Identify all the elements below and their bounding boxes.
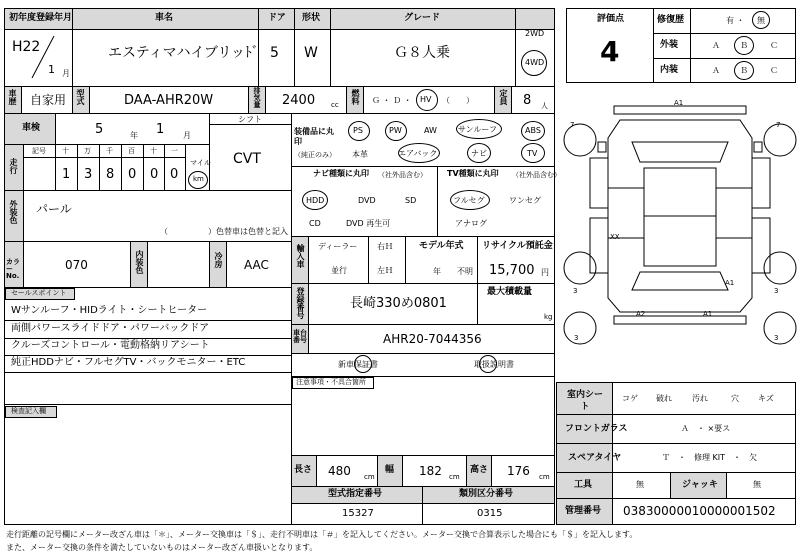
color-label: 外装色 [9,200,18,224]
color-value: パール [36,202,72,216]
fuel-hv: HV [420,95,432,104]
evaluation-score: 4 [600,35,620,68]
seat-item-burn: コゲ [622,394,638,403]
import-right-h: 右Ｈ [377,242,393,251]
type-designation-value: 15327 [342,508,374,519]
equip-abs: ABS [525,126,541,135]
inspector-label: 検査記入欄 [11,407,46,415]
mile-label: マイル [190,159,211,167]
model-year-unit: 年 [433,267,441,276]
new-warranty: 新車保証書 [338,360,378,369]
seat-item-tear: 破れ [656,394,672,403]
tv-label: TV種類に丸印 [447,169,499,178]
inspection-month-unit: 月 [183,131,191,140]
tv-label-small: （社外品含む） [512,171,561,179]
shape-label: 形状 [302,13,321,23]
mileage-label: 走行 [9,158,18,174]
mark-a1-rear-side: A1 [725,279,735,287]
doors-value: 5 [270,45,279,61]
tv-analog: アナログ [455,219,487,228]
mark-a1-rear: A1 [703,310,713,318]
first-reg-month: 1 [48,63,55,76]
ext-grade-b: Ｂ [740,41,748,50]
displacement-label: 排気量 [253,87,261,108]
digit-4: 0 [150,167,159,182]
type-designation-label: 型式指定番号 [328,489,383,499]
import-dealer: ディーラー [318,242,358,251]
usage-value: 自家用 [30,93,67,107]
spare-tire-label: スペアタイヤ [568,453,622,463]
jack-label: ジャッキ [682,480,718,490]
mark-a1-front: A1 [674,99,684,107]
length-label: 長さ [294,465,313,475]
sales-point-line-1: Wサンルーフ・HIDライト・シートヒーター [11,305,208,316]
sales-point-line-2: 両側パワースライドドア・パワーバックドア [11,323,210,334]
repair-label: 修復歴 [657,15,685,25]
navi-dvd-play: DVD 再生可 [346,219,391,228]
equip-airbag: エアバック [398,149,438,158]
mark-7-right: 7 [776,121,781,129]
seat-item-hole: 穴 [731,394,739,403]
inspection-year: 5 [95,122,104,137]
registration-value: 長崎330め0801 [350,296,447,311]
drive-2wd: 2WD [525,29,545,38]
color-note: （ ）色替車は色替と記入 [160,227,288,236]
sales-points-label: セールスポイント [11,289,67,297]
height-label: 高さ [470,465,489,475]
int-grade-b: Ｂ [740,66,748,75]
capacity-label: 定員 [499,89,508,105]
inspection-year-unit: 年 [130,131,138,140]
mark-xx: XX [610,233,620,241]
equip-aw: AW [424,126,437,135]
displacement-value: 2400 [282,93,316,108]
recycle-value: 15,700 [489,263,535,278]
mark-3-rear-left: 3 [574,334,579,342]
door-label: ドア [268,13,286,23]
mgmt-label: 管理番号 [565,506,602,516]
length-unit: cm [364,473,375,481]
sales-point-line-4: 純正HDDナビ・フルセグTV・バックモニター・ETC [11,357,246,368]
tools-value: 無 [636,480,644,489]
tv-oneseg: ワンセグ [509,196,541,205]
digit-2: 8 [106,167,115,182]
digit-3: 0 [128,167,137,182]
repair-none: 無 [757,16,765,25]
seat-item-stain: 汚れ [692,394,708,403]
interior-label: 内装 [660,65,679,75]
digit-label-5: 一 [171,147,178,155]
width-value: 182 [419,464,442,478]
digit-label-4: 十 [150,147,157,155]
mark-a2: A2 [636,310,646,318]
aircon-label: 冷房 [214,252,223,268]
registration-label: 登録番号 [296,287,305,319]
repair-options: 有 ・ [726,16,745,25]
capacity-value: 8 [523,93,532,108]
shift-value: CVT [233,151,261,167]
color-no-value: 070 [65,258,88,272]
width-unit: cm [449,473,460,481]
int-grade-a: Ａ [712,66,720,75]
person-unit: 人 [541,102,548,110]
height-unit: cm [539,473,550,481]
exterior-label: 外装 [660,40,679,50]
ext-grade-c: Ｃ [770,41,778,50]
drive-4wd: 4WD [525,58,545,67]
fuel-label: 燃料 [351,89,360,105]
length-value: 480 [328,464,351,478]
navi-cd: CD [309,219,321,228]
import-parallel: 並行 [331,266,347,275]
max-load-label: 最大積載量 [487,287,533,297]
footer-note-2: また、メーター交換の条件を満たしていないものはメーター改ざん車扱いとなります。 [6,543,318,552]
equip-sunroof: サンルーフ [458,125,497,134]
int-grade-c: Ｃ [770,66,778,75]
sales-point-line-3: クルーズコントロール・電動格納リアシート [11,340,210,351]
equip-leather: 本革 [352,150,368,159]
mgmt-value: 03830000010000001502 [623,504,776,518]
equip-tv: TV [527,149,538,158]
equip-ps: PS [353,126,363,135]
first-reg-month-unit: 月 [62,69,70,78]
tv-fullseg: フルセグ [453,196,485,205]
mark-7-left: 7 [570,121,575,129]
cc-unit: cc [331,101,339,109]
inspection-month: 1 [156,122,165,137]
first-reg-label: 初年度登録年月 [9,13,73,23]
car-damage-diagram [562,98,798,373]
model-value: DAA-AHR20W [124,93,214,108]
shape-value: W [304,45,318,61]
navi-label: ナビ種類に丸印 [313,169,369,178]
digit-label-0: 十 [62,147,69,155]
chassis-label: 車台番号 [293,329,307,344]
footer-note-1: 走行距離の記号欄にメーター改ざん車は「＊」、メーター交換車は「＄」、走行不明車は「＃」を記入してください。メーター交換で合算表示した場合にも「＄」を記入します。 [6,530,638,539]
car-name-label: 車名 [155,13,174,23]
navi-dvd: DVD [358,196,376,205]
evaluation-label: 評価点 [597,14,625,24]
shift-label: シフト [238,115,262,124]
usage-label: 車歴 [8,89,17,105]
mark-3-rear-right: 3 [774,334,779,342]
recycle-yen: 円 [541,268,549,277]
navi-hdd: HDD [306,196,325,205]
width-label: 幅 [385,465,395,475]
glass-value: Ａ ・ ×要ス [681,424,731,433]
equip-pw: PW [389,126,402,135]
jack-value: 無 [753,480,761,489]
km-label: km [193,175,204,183]
equipment-label: 装備品に丸印 [294,127,334,147]
fuel-paren: （ ） [442,96,474,105]
fuel-options: Ｇ ・ Ｄ ・ [372,96,412,105]
aircon-value: AAC [244,258,269,272]
car-name: エスティマハイブリッﾄﾞ [108,45,259,61]
navi-sd: SD [405,196,417,205]
height-value: 176 [507,464,530,478]
model-label: 型式 [76,89,85,105]
first-reg-era: H22 [12,39,41,55]
digit-5: 0 [170,167,179,182]
notes-label: 注意事項・不具合箇所 [296,378,366,386]
spare-tire-value: Ｔ ・ 修理 KIT ・ 欠 [662,453,758,462]
interior-color-label: 内装色 [135,250,144,274]
category-value: 0315 [477,508,503,519]
category-label: 類別区分番号 [459,489,514,499]
import-left-h: 左Ｈ [377,266,393,275]
equipment-sublabel: （純正のみ） [294,151,336,159]
digit-label-1: 万 [84,147,91,155]
seat-label: 室内シート [566,390,603,412]
navi-label-small: （社外品含む） [378,171,427,179]
mileage-symbol-label: 記号 [32,147,46,155]
model-year-label: モデル年式 [419,241,464,251]
owner-manual: 取扱説明書 [474,360,514,369]
glass-label: フロントガラス [565,424,628,434]
model-year-unknown: 不明 [457,267,473,276]
digit-label-2: 千 [106,147,113,155]
digit-label-3: 百 [128,147,135,155]
mark-3-left: 3 [573,287,578,295]
inspection-label: 車検 [22,123,41,133]
kg-unit: kg [544,313,553,321]
chassis-value: AHR20-7044356 [383,332,482,346]
grade-label: グレード [404,13,441,23]
import-label: 輸入車 [296,244,305,268]
digit-0: 1 [62,167,71,182]
seat-item-scratch: キズ [758,394,774,403]
digit-1: 3 [84,167,93,182]
recycle-label: リサイクル預託金 [482,241,553,251]
color-no-label: カラーNo. [6,258,20,280]
grade-value: Ｇ８人乗 [394,45,450,61]
equip-navi: ナビ [471,149,487,158]
mark-3-right: 3 [774,287,779,295]
tools-label: 工具 [574,480,593,490]
ext-grade-a: Ａ [712,41,720,50]
